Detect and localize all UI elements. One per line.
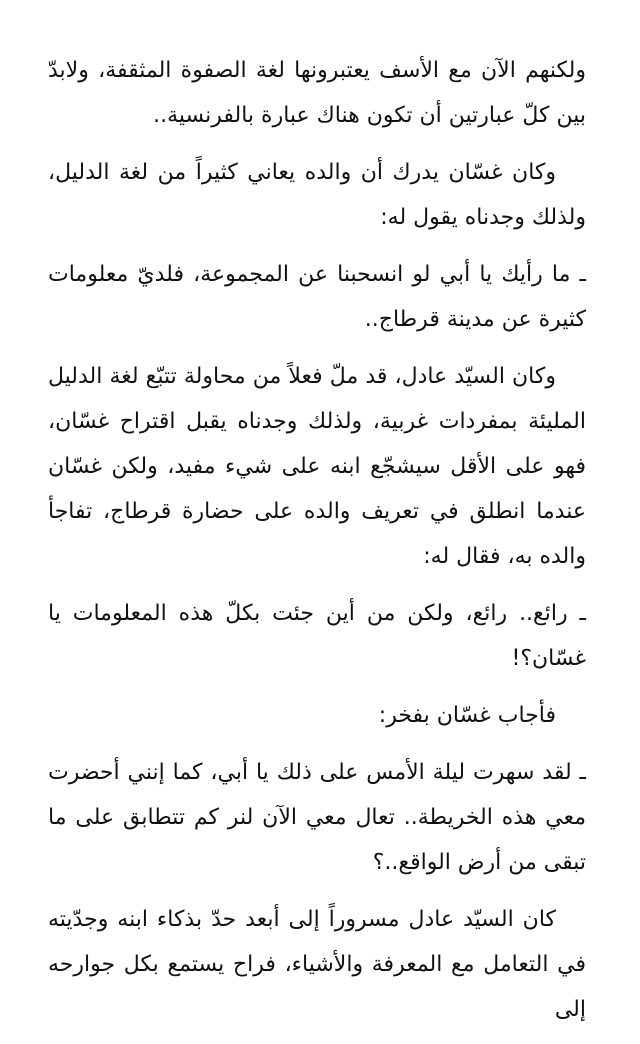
paragraph-7-dialogue: ـ لقد سهرت ليلة الأمس على ذلك يا أبي، كما إنني أحضرت معي هذه الخريطة.. تعال معي الآن لنر كم تتطابق على ما تبقى من أرض الواقع..؟ bbox=[48, 760, 586, 875]
paragraph-2: وكان غسّان يدرك أن والده يعاني كثيراً من لغة الدليل، ولذلك وجدناه يقول له: bbox=[48, 160, 586, 230]
paragraph-6: فأجاب غسّان بفخر: bbox=[378, 703, 556, 728]
paragraph-5-dialogue: ـ رائع.. رائع، ولكن من أين جئت بكلّ هذه المعلومات يا غسّان؟! bbox=[48, 601, 586, 671]
paragraph-8: كان السيّد عادل مسروراً إلى أبعد حدّ بذكاء ابنه وجدّيته في التعامل مع المعرفة والأشياء، فراح يستمع بكل جوارحه إلى bbox=[48, 907, 586, 1022]
paragraph-1: ولكنهم الآن مع الأسف يعتبرونها لغة الصفوة المثقفة، ولابدّ بين كلّ عبارتين أن تكون هناك عبارة بالفرنسية.. bbox=[48, 58, 586, 128]
book-page bbox=[48, 48, 586, 1044]
paragraph-3-dialogue: ـ ما رأيك يا أبي لو انسحبنا عن المجموعة، فلديّ معلومات كثيرة عن مدينة قرطاج.. bbox=[48, 262, 586, 332]
paragraph-4: وكان السيّد عادل، قد ملّ فعلاً من محاولة تتبّع لغة الدليل المليئة بمفردات غربية، ولذلك وجدناه يقبل اقتراح غسّان، فهو على الأقل سيشجّع ابنه على شيء مفيد، ولكن غسّان عندما انطلق في تعريف والده على حضارة قرطاج، تفاجأ والده به، فقال له: bbox=[48, 364, 586, 569]
